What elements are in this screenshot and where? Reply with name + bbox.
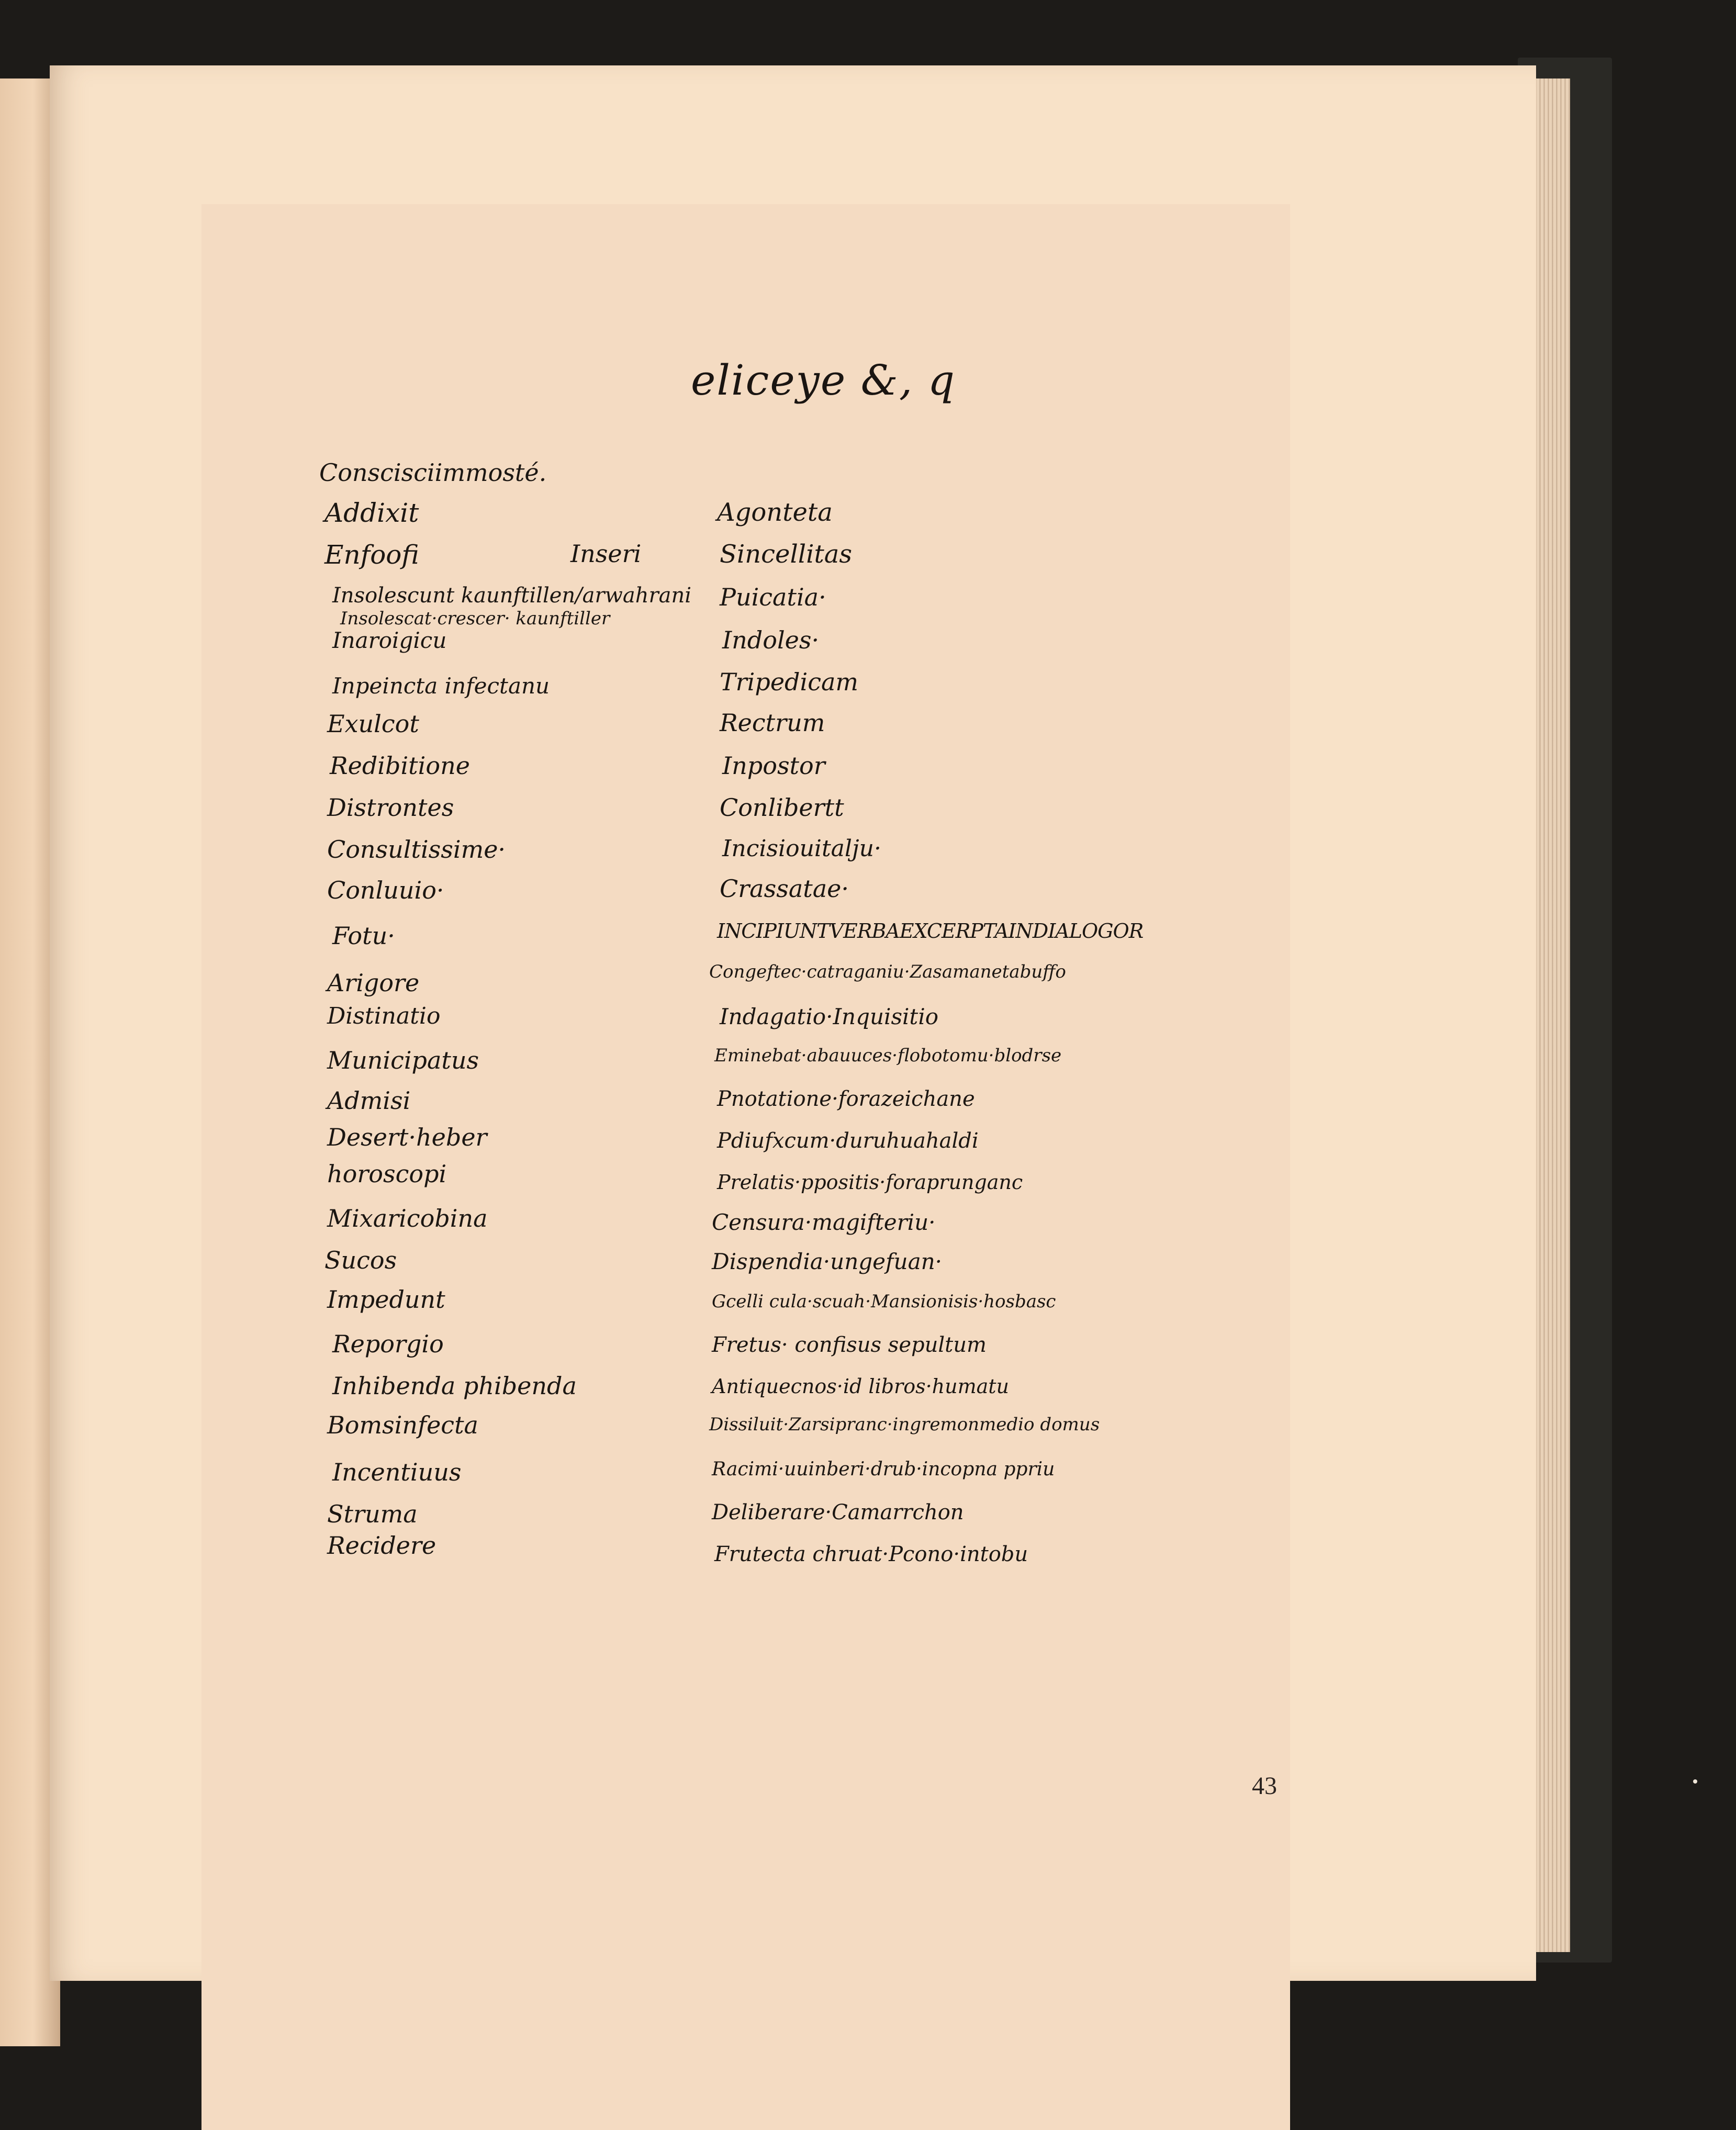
middle-note: Inseri	[570, 540, 642, 568]
entry-left-2: Enfoofi	[324, 540, 419, 570]
entry-right-2: Puicatia·	[720, 583, 826, 611]
entry-left-12: Fotu·	[332, 922, 395, 950]
entry-left-9: Distrontes	[327, 793, 454, 822]
entry-right-3: Indoles·	[722, 626, 820, 654]
entry-right-6: Inpostor	[722, 752, 825, 780]
entry-left-0: Conscisciimmosté.	[319, 458, 547, 487]
entry-right-22: Dissiluit·Zarsipranc·ingremonmedio domus	[709, 1414, 1100, 1435]
entry-right-24: Deliberare·Camarrchon	[712, 1500, 964, 1524]
entry-left-8: Redibitione	[330, 752, 470, 780]
entry-right-20: Fretus· confisus sepultum	[712, 1333, 987, 1357]
entry-right-0: Agonteta	[717, 498, 833, 527]
entry-right-15: Pdiufxcum·duruhuahaldi	[717, 1129, 979, 1153]
entry-left-10: Consultissime·	[327, 835, 506, 864]
entry-left-4: Insolescat·crescer· kaunftiller	[340, 608, 610, 629]
entry-right-13: Eminebat·abauuces·flobotomu·blodrse	[714, 1045, 1062, 1066]
entry-left-14: Distinatio	[327, 1003, 441, 1029]
entry-left-3: Insolescunt kaunftillen/arwahrani	[332, 584, 691, 608]
entry-right-11: Congeftec·catraganiu·Zasamanetabuffo	[709, 961, 1066, 982]
entry-left-15: Municipatus	[327, 1046, 479, 1074]
entry-left-18: horoscopi	[327, 1160, 447, 1188]
entry-right-17: Censura·magifteriu·	[712, 1209, 936, 1235]
entry-left-5: Inaroigicu	[332, 627, 447, 653]
entry-right-21: Antiquecnos·id libros·humatu	[712, 1375, 1010, 1398]
speck	[1693, 1779, 1697, 1784]
entry-left-22: Reporgio	[332, 1330, 444, 1358]
entry-right-18: Dispendia·ungefuan·	[712, 1249, 943, 1274]
entry-right-7: Conlibertt	[720, 793, 844, 822]
entry-right-25: Frutecta chruat·Pcono·intobu	[714, 1542, 1028, 1566]
entry-right-10: INCIPIUNTVERBAEXCERPTAINDIALOGOR	[717, 920, 1144, 943]
entry-right-14: Pnotatione·forazeichane	[717, 1087, 975, 1111]
entry-left-26: Struma	[327, 1500, 418, 1528]
entry-right-19: Gcelli cula·scuah·Mansionisis·hosbasc	[712, 1291, 1056, 1312]
entry-left-20: Sucos	[324, 1246, 397, 1274]
entry-right-16: Prelatis·ppositis·foraprunganc	[717, 1171, 1023, 1194]
entry-right-23: Racimi·uuinberi·drub·incopna ppriu	[712, 1459, 1055, 1480]
entry-left-27: Recidere	[327, 1531, 436, 1560]
entry-left-13: Arigore	[327, 969, 420, 997]
entry-left-19: Mixaricobina	[327, 1204, 488, 1232]
entry-right-4: Tripedicam	[720, 668, 859, 696]
entry-right-1: Sincellitas	[720, 540, 853, 569]
page-header: eliceye &, q	[691, 356, 956, 405]
entry-right-8: Incisiouitalju·	[722, 835, 881, 862]
entry-left-11: Conluuio·	[327, 876, 444, 904]
entry-left-16: Admisi	[327, 1086, 411, 1115]
entry-left-1: Addixit	[324, 498, 419, 528]
entry-right-9: Crassatae·	[720, 875, 849, 903]
entry-left-23: Inhibenda phibenda	[332, 1372, 577, 1400]
entry-left-21: Impedunt	[327, 1285, 445, 1314]
entry-left-6: Inpeincta infectanu	[332, 673, 550, 699]
entry-left-7: Exulcot	[327, 710, 419, 738]
entry-left-24: Bomsinfecta	[327, 1411, 478, 1439]
entry-left-17: Desert·heber	[327, 1123, 487, 1151]
page-number: 43	[1252, 1772, 1277, 1800]
entry-right-5: Rectrum	[720, 709, 825, 737]
entry-right-12: Indagatio·Inquisitio	[720, 1004, 939, 1029]
entry-left-25: Incentiuus	[332, 1458, 462, 1486]
